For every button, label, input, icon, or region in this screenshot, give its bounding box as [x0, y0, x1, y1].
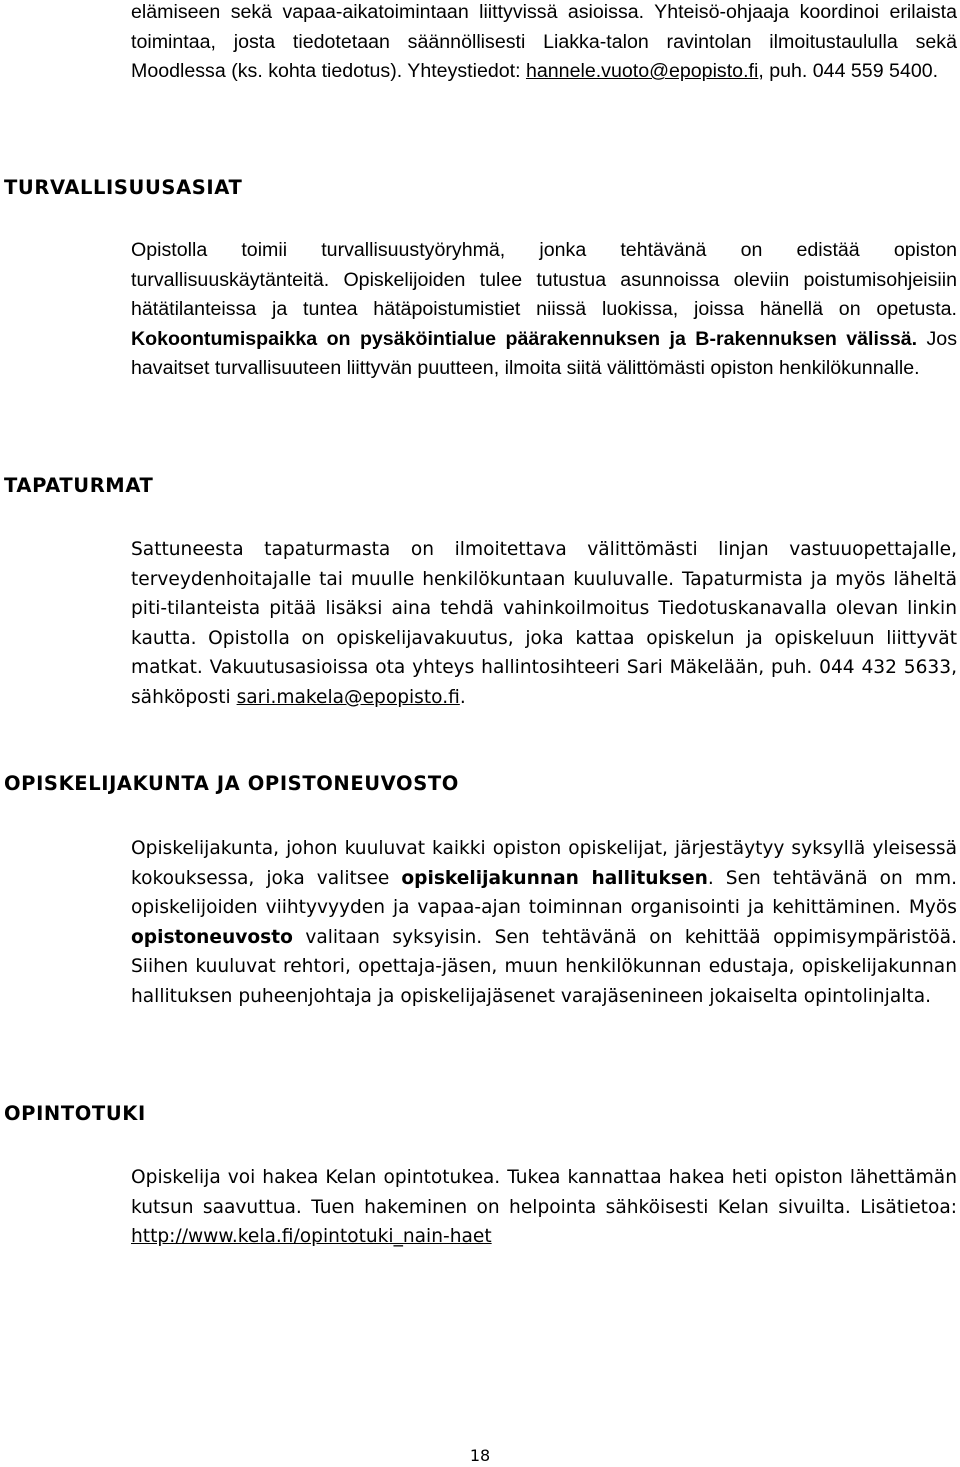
opintotuki-paragraph — [131, 1163, 957, 1252]
intro-paragraph — [131, 0, 957, 87]
intro-text-1: elämiseen sekä vapaa-aikatoimintaan liittyvissä asioissa. Yhteisö-ohjaaja koordinoi erilaista toimintaa, josta tiedotetaan säännöllisesti Liakka-talon ravintolan ilmoitustaululla sekä Moodlessa (ks. kohta tiedotus). Yhteystiedot: — [131, 1, 957, 83]
turvallisuus-text-2: Jos havaitset turvallisuuteen liittyvän puutteen, ilmoita siitä välittömästi opiston henkilökunnalle. — [131, 327, 957, 380]
tapaturmat-paragraph — [131, 535, 957, 713]
intro-text-2: , puh. 044 559 5400. — [758, 60, 939, 83]
tapaturmat-text-1: Sattuneesta tapaturmasta on ilmoitettava välittömästi linjan vastuuopettajalle, terveydenhoitajalle tai muulle henkilökuntaan kuuluvalle. Tapaturmista ja myös läheltä piti-tilanteista pitää lisäksi aina tehdä vahinkoilmoitus Tiedotuskanavalla olevan linkin kautta. Opistolla on opiskelijavakuutus, joka kattaa opiskelun ja opiskeluun liittyvät matkat. Vakuutusasioissa ota yhteys hallintosihteeri Sari Mäkelään, puh. 044 432 5633, sähköposti — [131, 539, 957, 708]
section-heading-turvallisuusasiat: TURVALLISUUSASIAT — [4, 176, 243, 199]
opiskelijakunta-paragraph — [131, 834, 957, 1012]
opintotuki-text-1: Opiskelija voi hakea Kelan opintotukea. Tukea kannattaa hakea heti opiston lähettämän kutsun saavuttua. Tuen hakeminen on helpointa sähköisesti Kelan sivuilta. Lisätietoa: — [131, 1167, 957, 1218]
opiskelijakunta-text-3: valitaan syksyisin. Sen tehtävänä on kehittää oppimisympäristöä. Siihen kuuluvat rehtori, opettaja-jäsen, muun henkilökunnan edustaja, opiskelijakunnan hallituksen puheenjohtaja ja opiskelijajäsenet varajäsenineen jokaiselta opintolinjalta. — [131, 926, 957, 1007]
section-heading-opintotuki: OPINTOTUKI — [4, 1102, 146, 1125]
opiskelijakunta-text-2: . Sen tehtävänä on mm. opiskelijoiden viihtyvyyden ja vapaa-ajan toiminnan organisointi ja kehittäminen. Myös — [131, 867, 957, 919]
tapaturmat-text-2: . — [459, 686, 466, 708]
turvallisuus-paragraph — [131, 236, 957, 384]
section-heading-opiskelijakunta: OPISKELIJAKUNTA JA OPISTONEUVOSTO — [4, 772, 459, 795]
student-board-term: opiskelijakunnan hallituksen — [401, 867, 708, 889]
kela-link[interactable]: http://www.kela.fi/opintotuki_nain-haet — [131, 1226, 492, 1248]
contact-email-link[interactable]: hannele.vuoto@epopisto.fi — [525, 60, 759, 83]
opiskelijakunta-text-1: Opiskelijakunta, johon kuuluvat kaikki opiston opiskelijat, järjestäytyy syksyllä yleisessä kokouksessa, joka valitsee — [131, 838, 957, 889]
turvallisuus-text-1: Opistolla toimii turvallisuustyöryhmä, jonka tehtävänä on edistää opiston turvallisuuskäytänteitä. Opiskelijoiden tulee tutustua asunnoissa oleviin poistumisohjeisiin hätätilanteissa ja tuntea hätäpoistumistiet niissä luokissa, joissa hänellä on opetusta. — [131, 239, 957, 321]
insurance-email-link[interactable]: sari.makela@epopisto.fi — [236, 686, 460, 708]
section-heading-tapaturmat: TAPATURMAT — [4, 474, 154, 497]
page-number: 18 — [469, 1446, 491, 1465]
assembly-point-text: Kokoontumispaikka on pysäköintialue päärakennuksen ja B-rakennuksen välissä. — [131, 327, 918, 350]
council-term: opistoneuvosto — [131, 926, 293, 948]
